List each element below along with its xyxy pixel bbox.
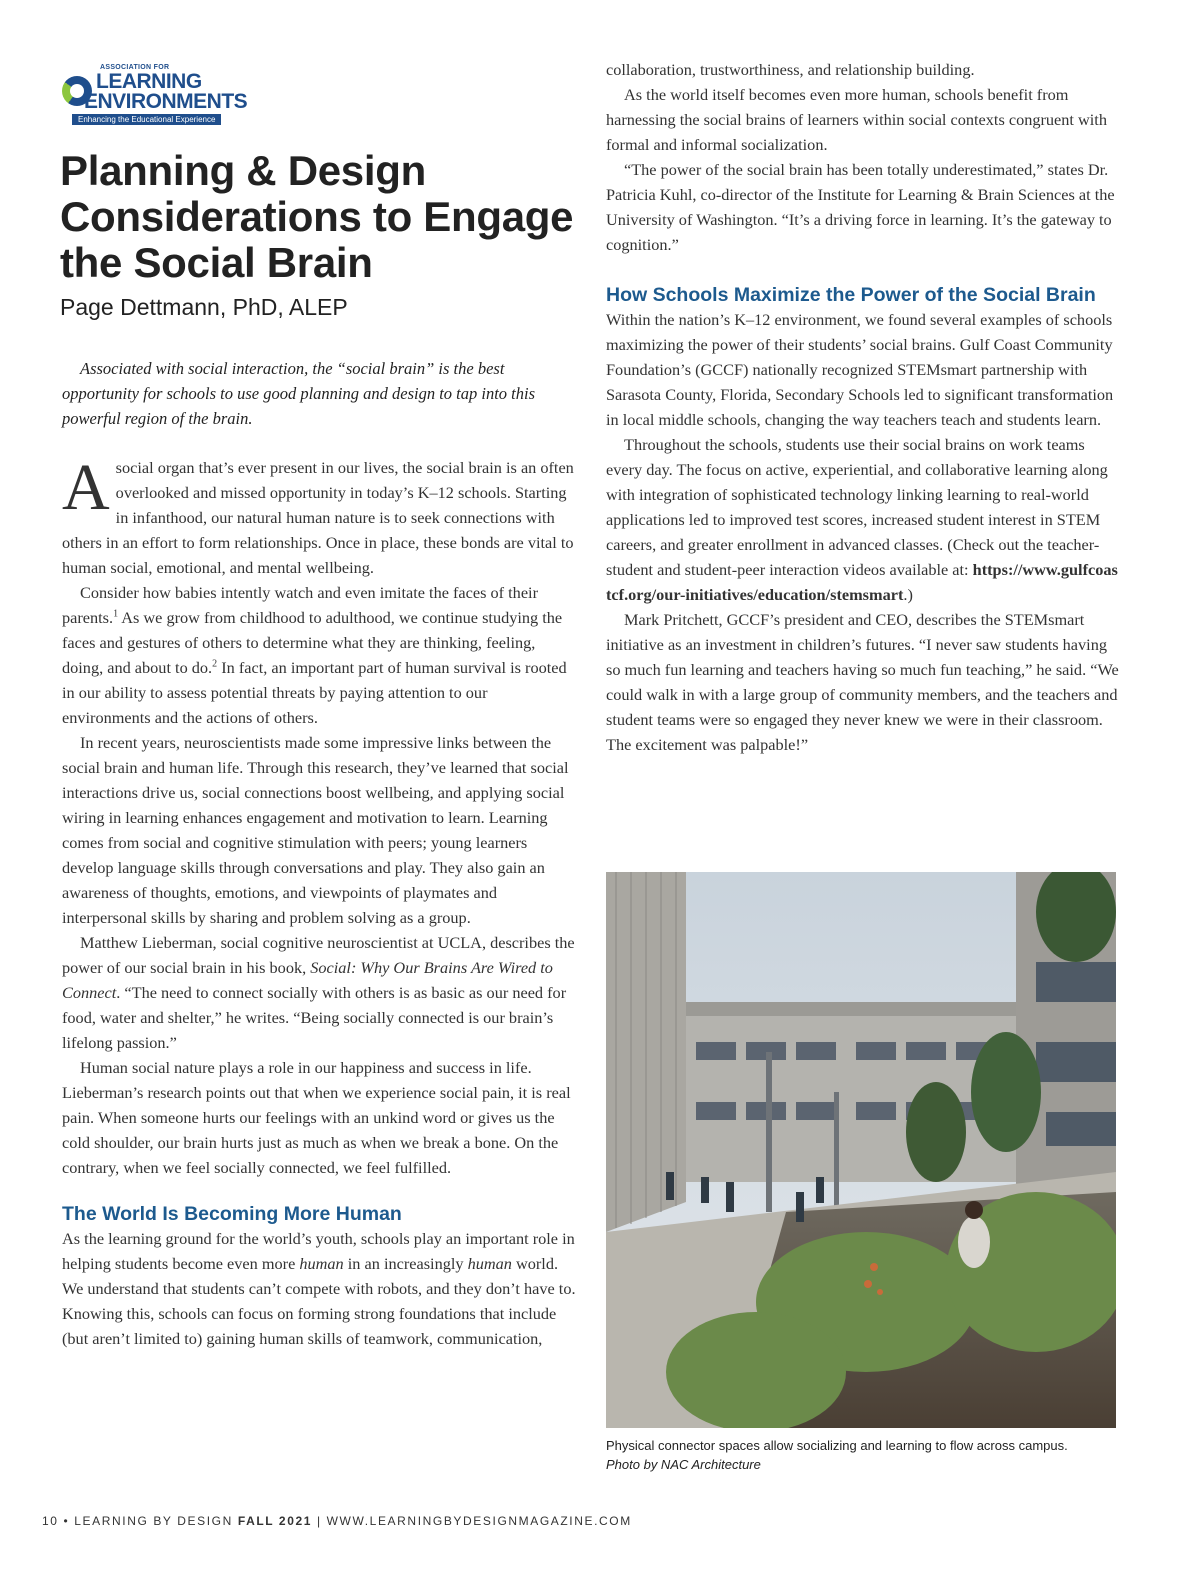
body-paragraph: As the world itself becomes even more human, schools benefit from harnessing the social brains of learners within social contexts congruent with formal and informal socialization. [606, 85, 1107, 154]
article-author: Page Dettmann, PhD, ALEP [60, 294, 348, 320]
pipe-separator: | [316, 1514, 327, 1528]
logo-line-environments: ENVIRONMENTS [84, 90, 248, 113]
body-paragraph: In recent years, neuroscientists made some impressive links between the social brain and human life. Through this research, they’ve learned that social interactions drive us, social connections boost wellbeing, and applying social wiring in learning enhances engagement and motivation to learn. Learning comes from social and cognitive stimulation with peers; young learners develop language skills through conversations and play. They also gain an awareness of thoughts, emotions, and viewpoints of playmates and interpersonal skills by sharing and problem solving as a group. [62, 733, 569, 927]
campus-courtyard-image [606, 872, 1116, 1428]
publication-name: LEARNING BY DESIGN [74, 1514, 233, 1528]
stemsmart-link[interactable]: https://www.gulfcoastcf.org/our-initiatives/education/stemsmart [606, 560, 1118, 604]
body-paragraph: Consider how babies intently watch and even imitate the faces of their parents.$^1$ As we grow from childhood to adulthood, we continue studying the faces and gestures of others to determine what they are thinking, feeling, doing, and about to do.$^2$ In fact, an important part of human survival is rooted in our ability to assess potential threats by paying attention to our environments and the actions of others. [62, 583, 567, 727]
photo-credit: Photo by NAC Architecture [606, 1457, 761, 1472]
website-url[interactable]: WWW.LEARNINGBYDESIGNMAGAZINE.COM [326, 1514, 632, 1528]
body-paragraph: Within the nation’s K–12 environment, we found several examples of schools maximizing the power of their students’ social brains. Gulf Coast Community Foundation’s (GCCF) nationally recognized STEMsmart partnership with Sarasota County, Florida, Secondary Schools led to significant transformation in local middle schools, changing the way teachers teach and students learn. [606, 310, 1114, 429]
body-paragraph: collaboration, trustworthiness, and relationship building. [606, 60, 975, 79]
section-heading: How Schools Maximize the Power of the Social Brain [606, 284, 1096, 306]
logo-assoc-text: ASSOCIATION FOR [100, 64, 170, 71]
drop-cap: A [62, 451, 110, 524]
body-paragraph: Asocial organ that’s ever present in our lives, the social brain is an often overlooked and missed opportunity in today’s K–12 schools. Starting in infanthood, our natural human nature is to seek connections with others in an effort to form relationships. Once in place, these bonds are vital to human social, emotional, and mental wellbeing. [62, 451, 574, 577]
body-paragraph: As the learning ground for the world’s youth, schools play an important role in helping students become even more human in an increasingly human world. We understand that students can’t compete with robots, and they don’t have to. Knowing this, schools can focus on forming strong foundations that include (but aren’t limited to) gaining human skills of teamwork, communication, [62, 1229, 576, 1348]
photo-caption: Physical connector spaces allow socializing and learning to flow across campus. [606, 1438, 1068, 1453]
page-footer [42, 1514, 632, 1528]
book-title: Social: Why Our Brains Are Wired to Connect [62, 958, 553, 1002]
left-column [62, 451, 578, 1351]
page-number: 10 [42, 1514, 59, 1528]
association-logo [60, 62, 248, 132]
issue-label: FALL 2021 [237, 1514, 313, 1528]
body-paragraph: “The power of the social brain has been totally underestimated,” states Dr. Patricia Kuhl, co-director of the Institute for Learning & Brain Sciences at the University of Washington. “It’s a driving force in learning. It’s the gateway to cognition.” [606, 160, 1115, 254]
logo-tagline: Enhancing the Educational Experience [72, 114, 221, 125]
body-paragraph: Throughout the schools, students use their social brains on work teams every day. The focus on active, experiential, and collaborative learning along with integration of sophisticated technology linking learning to real-world applications led to improved test scores, increased student interest in STEM careers, and greater enrollment in advanced classes. (Check out the teacher-student and student-peer interaction videos available at: https://www.gulfcoastcf.org/our-initiatives/education/stemsmart.) [606, 435, 1118, 604]
footnote-ref: 1 [113, 608, 119, 620]
right-column [606, 57, 1122, 757]
campus-photo [606, 872, 1116, 1428]
photo-caption-block [606, 1436, 1126, 1474]
section-heading: The World Is Becoming More Human [62, 1203, 402, 1225]
body-paragraph: Matthew Lieberman, social cognitive neuroscientist at UCLA, describes the power of our social brain in his book, Social: Why Our Brains Are Wired to Connect. “The need to connect socially with others is as basic as our need for food, water and shelter,” he writes. “Being socially connected is our brain’s lifelong passion.” [62, 933, 575, 1052]
article-intro: Associated with social interaction, the “social brain” is the best opportunity for schools to use good planning and design to tap into this powerful region of the brain. [62, 359, 536, 428]
body-paragraph: Mark Pritchett, GCCF’s president and CEO, describes the STEMsmart initiative as an investment in children’s futures. “I never saw students having so much fun learning and teachers having so much fun teaching,” he said. “We could walk in with a large group of community members, and the teachers and student teams were so engaged they never knew we were in their classroom. The excitement was palpable!” [606, 610, 1119, 754]
bullet-separator: • [63, 1514, 75, 1528]
body-paragraph: Human social nature plays a role in our happiness and success in life. Lieberman’s research points out that when we experience social pain, it is real pain. When someone hurts our feelings with an unkind word or gives us the cold shoulder, our brain hurts just as much as when we break a bone. On the contrary, when we feel socially connected, we feel fulfilled. [62, 1058, 571, 1177]
article-title: Planning & Design Considerations to Engage the Social Brain [60, 147, 574, 286]
logo-line-learning: LEARNING [96, 70, 202, 93]
footnote-ref: 2 [212, 658, 218, 670]
